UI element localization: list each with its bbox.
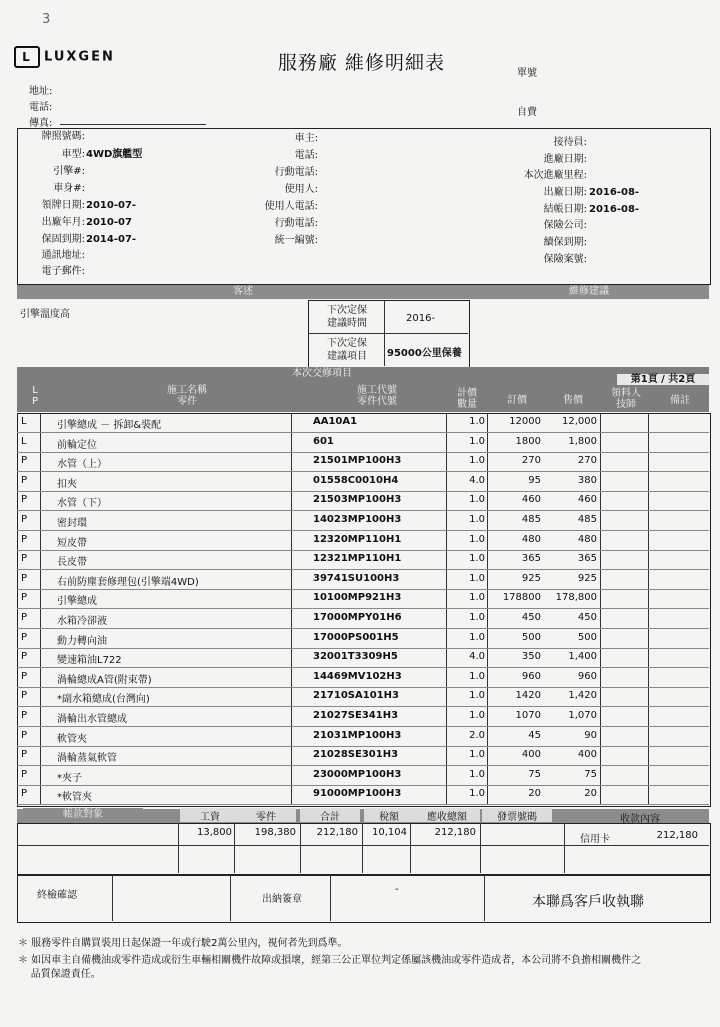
item-code: 601 [313, 435, 334, 447]
item-qty: 1.0 [469, 670, 485, 682]
doc-number-label: 單號 [517, 68, 537, 79]
complaint-band: 客述 [17, 285, 469, 299]
table-row [17, 589, 709, 609]
model-value: 4WD旗艦型 [86, 149, 143, 160]
address-label: 地址: [29, 86, 53, 97]
name-header: 施工名稱 零件 [167, 385, 207, 407]
item-code: 10100MP921H3 [313, 592, 402, 604]
parts-label: 零件 [236, 808, 296, 822]
item-sale: 460 [577, 494, 597, 506]
item-qty: 1.0 [469, 690, 485, 702]
item-name: 水管（下） [57, 498, 107, 510]
handwritten-mark: 3 [42, 12, 51, 27]
item-price: 450 [521, 612, 541, 623]
labor-value: 13,800 [197, 827, 232, 838]
qty-header: 計價 數量 [457, 388, 477, 410]
item-qty: 1.0 [469, 553, 485, 565]
item-lp: P [21, 455, 28, 467]
total-value: 212,180 [434, 827, 476, 838]
received-value: 212,180 [656, 830, 698, 841]
item-sale: 270 [577, 455, 597, 467]
email-label: 電子郵件: [41, 266, 85, 277]
settle-date-label: 結帳日期: [543, 204, 587, 215]
item-price: 350 [521, 651, 541, 663]
renewal-label: 續保到期: [543, 237, 587, 248]
model-label: 車型: [61, 149, 85, 160]
exit-date-label: 出廠日期: [543, 187, 587, 198]
item-price: 400 [521, 749, 541, 761]
item-code: 23000MP100H3 [313, 768, 402, 780]
item-sale: 500 [577, 631, 597, 643]
item-name: 前輪定位 [57, 439, 97, 451]
item-qty: 1.0 [469, 631, 485, 643]
item-sale: 485 [577, 514, 597, 525]
next-maint-time-label: 下次定保 建議時間 [327, 305, 367, 329]
engine-label: 引擎#: [53, 166, 85, 177]
table-row [17, 766, 709, 786]
item-name: 水箱冷卻液 [57, 616, 107, 627]
item-price: 1800 [515, 435, 541, 447]
item-code: 39741SU100H3 [313, 572, 400, 584]
labor-label: 工資 [180, 808, 240, 822]
item-code: 21501MP100H3 [313, 455, 402, 467]
table-row [17, 511, 709, 531]
item-qty: 1.0 [469, 514, 485, 525]
note-1: ＊ 服務零件自購買裝用日起保證一年或行駛2萬公里內，視何者先到爲準。 [18, 938, 348, 949]
user-mobile-label: 行動電話: [274, 218, 318, 229]
next-maint-item-value: 95000公里保養 [387, 348, 462, 359]
item-price: 95 [528, 474, 541, 486]
sale-header: 售價 [563, 395, 583, 406]
tax-id-label: 統一編號: [274, 235, 318, 246]
item-sale: 365 [577, 553, 597, 565]
item-sale: 925 [577, 572, 597, 584]
tax-value: 10,104 [372, 827, 407, 838]
final-check-label: 終檢確認 [37, 890, 77, 901]
item-name: 水管（上） [57, 459, 107, 471]
item-qty: 1.0 [469, 592, 485, 604]
item-qty: 1.0 [469, 749, 485, 761]
item-code: 12320MP110H1 [313, 533, 402, 545]
mfg-value: 2010-07 [86, 217, 132, 228]
item-name: 引擎總成 － 拆卸&裝配 [57, 420, 162, 431]
item-code: 21503MP100H3 [313, 494, 402, 506]
item-name: 長皮帶 [57, 557, 87, 569]
item-name: *副水箱總成(台灣向) [57, 694, 150, 706]
table-row [17, 648, 709, 668]
table-row [17, 472, 709, 492]
item-code: AA10A1 [313, 416, 358, 427]
total-label: 應收總額 [414, 808, 480, 822]
table-row [17, 570, 709, 590]
item-qty: 1.0 [469, 768, 485, 780]
item-lp: P [21, 612, 28, 623]
item-qty: 1.0 [469, 494, 485, 506]
item-qty: 1.0 [469, 533, 485, 545]
item-price: 960 [521, 670, 541, 682]
item-sale: 1,420 [568, 690, 597, 702]
lp-header: L P [31, 385, 39, 407]
table-row [17, 687, 709, 707]
body-label: 車身#: [53, 183, 85, 194]
item-name: 變速箱油L722 [57, 655, 122, 667]
copy-note: 本聯爲客戶收執聯 [532, 894, 644, 910]
item-lp: P [21, 474, 28, 486]
receptionist-label: 接待員: [553, 137, 587, 148]
cashier-dash: - [395, 884, 399, 895]
page-indicator: 第1頁 / 共2頁 [617, 374, 709, 385]
item-lp: P [21, 514, 28, 525]
item-lp: L [21, 416, 27, 427]
price-header: 訂價 [507, 395, 527, 406]
item-lp: P [21, 729, 28, 741]
table-row [17, 785, 709, 805]
note-2: ＊ 如因車主自備機油或零件造成或衍生車輛相關機件故障或損壞，經第三公正單位判定係屬該機油或零件造成者，本公司將不負擔相關機件之 [18, 955, 642, 966]
subtotal-value: 212,180 [316, 827, 358, 838]
table-row [17, 491, 709, 511]
item-code: 32001T3309H5 [313, 651, 398, 663]
invoice-label: 發票號碼 [482, 808, 552, 822]
item-code: 17000PS001H5 [313, 631, 399, 643]
plate-label: 牌照號碼: [41, 131, 85, 142]
entry-date-label: 進廠日期: [543, 154, 587, 165]
item-price: 45 [528, 729, 541, 741]
next-maint-item-label: 下次定保 建議項目 [327, 338, 367, 362]
table-row [17, 609, 709, 629]
item-sale: 1,800 [568, 435, 597, 447]
table-row [17, 746, 709, 766]
settle-date-value: 2016-08- [589, 204, 640, 215]
item-code: 14469MV102H3 [313, 670, 402, 682]
table-row [17, 433, 709, 453]
warranty-value: 2014-07- [86, 234, 137, 245]
item-code: 91000MP100H3 [313, 788, 402, 800]
item-price: 75 [528, 768, 541, 780]
pay-method: 信用卡 [580, 834, 610, 845]
item-lp: P [21, 651, 28, 663]
logo-text: LUXGEN [44, 49, 115, 65]
pay-type: 自費 [517, 107, 537, 118]
item-code: 01558C0010H4 [313, 474, 399, 486]
item-price: 365 [521, 553, 541, 565]
item-sale: 12,000 [562, 416, 597, 427]
owner-phone-label: 電話: [294, 150, 318, 161]
item-lp: P [21, 690, 28, 702]
item-name: 動力轉向油 [57, 635, 107, 647]
item-sale: 480 [577, 533, 597, 545]
item-price: 480 [521, 533, 541, 545]
item-lp: P [21, 494, 28, 506]
item-price: 1420 [515, 690, 541, 702]
item-qty: 1.0 [469, 435, 485, 447]
item-name: 引擎總成 [57, 596, 97, 608]
subtotal-label: 合計 [300, 808, 360, 822]
table-row [17, 707, 709, 727]
item-code: 21027SE341H3 [313, 710, 399, 721]
plate-underline [60, 124, 206, 125]
table-row [17, 727, 709, 747]
item-code: 21031MP100H3 [313, 729, 402, 741]
item-lp: P [21, 553, 28, 565]
item-name: 密封環 [57, 518, 87, 529]
brand-logo [14, 46, 115, 68]
note-3: 品質保證責任。 [18, 969, 101, 980]
item-qty: 4.0 [469, 651, 485, 663]
mobile-label: 行動電話: [274, 167, 318, 178]
license-date-label: 領牌日期: [41, 200, 85, 211]
item-price: 270 [521, 455, 541, 467]
owner-label: 車主: [294, 133, 318, 144]
phone-label: 電話: [29, 102, 53, 113]
insurer-label: 保險公司: [543, 220, 587, 231]
claim-label: 保險案號: [543, 254, 587, 265]
item-sale: 380 [577, 474, 597, 486]
item-lp: P [21, 749, 28, 761]
item-price: 1070 [515, 710, 541, 721]
complaint-text: 引擎溫度高 [20, 309, 70, 320]
items-band-label: 本次交修項目 [292, 368, 352, 379]
item-lp: P [21, 631, 28, 643]
advice-band: 維修建議 [469, 285, 709, 299]
item-lp: P [21, 572, 28, 584]
item-code: 12321MP110H1 [313, 553, 402, 565]
mileage-label: 本次進廠里程: [523, 170, 587, 181]
item-sale: 960 [577, 670, 597, 682]
item-qty: 1.0 [469, 572, 485, 584]
item-price: 20 [528, 788, 541, 800]
logo-mark: L [14, 46, 40, 68]
item-qty: 1.0 [469, 416, 485, 427]
item-lp: L [21, 435, 27, 447]
mfg-label: 出廠年月: [41, 217, 85, 228]
mail-address-label: 通訊地址: [41, 250, 85, 261]
item-name: 渦輪蒸氣軟管 [57, 753, 117, 765]
next-maint-time-value: 2016- [406, 313, 436, 324]
item-price: 500 [521, 631, 541, 643]
item-lp: P [21, 788, 28, 800]
item-code: 21028SE301H3 [313, 749, 399, 761]
item-sale: 90 [584, 729, 597, 741]
item-name: 短皮帶 [57, 537, 87, 549]
fax-label: 傳真: [29, 118, 53, 129]
item-price: 12000 [509, 416, 541, 427]
tax-label: 稅額 [364, 808, 414, 822]
item-name: 渦輪出水管總成 [57, 714, 127, 725]
item-sale: 75 [584, 768, 597, 780]
item-name: 右前防塵套修理包(引擎端4WD) [57, 576, 199, 588]
table-row [17, 452, 709, 472]
item-lp: P [21, 670, 28, 682]
item-code: 21710SA101H3 [313, 690, 399, 702]
item-qty: 1.0 [469, 455, 485, 467]
code-header: 施工代號 零件代號 [357, 385, 397, 407]
item-price: 178800 [502, 592, 541, 604]
item-lp: P [21, 768, 28, 780]
license-date-value: 2010-07- [86, 200, 137, 211]
item-sale: 178,800 [555, 592, 597, 604]
item-qty: 1.0 [469, 788, 485, 800]
table-row [17, 668, 709, 688]
item-sale: 400 [577, 749, 597, 761]
items-header-bar [17, 367, 709, 412]
user-label: 使用人: [284, 184, 318, 195]
item-price: 925 [521, 572, 541, 584]
table-row [17, 531, 709, 551]
item-name: 軟管夾 [57, 733, 87, 745]
user-phone-label: 使用人電話: [264, 201, 318, 212]
item-name: *軟管夾 [57, 792, 92, 804]
item-price: 460 [521, 494, 541, 506]
item-qty: 2.0 [469, 729, 485, 741]
table-row [17, 550, 709, 570]
page-title: 服務廠 維修明細表 [278, 52, 446, 74]
item-lp: P [21, 592, 28, 604]
cashier-label: 出納簽章 [262, 894, 302, 905]
receipt-label: 收款內容 [620, 814, 660, 825]
parts-value: 198,380 [254, 827, 296, 838]
warranty-label: 保固到期: [41, 234, 85, 245]
item-qty: 4.0 [469, 474, 485, 486]
exit-date-value: 2016-08- [589, 187, 640, 198]
item-sale: 1,400 [568, 651, 597, 663]
remark-header: 備註 [670, 395, 690, 406]
item-code: 17000MPY01H6 [313, 612, 402, 623]
item-sale: 450 [577, 612, 597, 623]
item-sale: 1,070 [568, 710, 597, 721]
item-lp: P [21, 533, 28, 545]
item-code: 14023MP100H3 [313, 514, 402, 525]
item-qty: 1.0 [469, 710, 485, 721]
item-name: *夾子 [57, 772, 82, 784]
billing-label: 帳款對象 [23, 808, 143, 822]
item-qty: 1.0 [469, 612, 485, 623]
item-sale: 20 [584, 788, 597, 800]
table-row [17, 413, 709, 433]
table-row [17, 629, 709, 649]
item-name: 渦輪總成A管(附束帶) [57, 674, 152, 686]
item-name: 扣夾 [57, 478, 77, 490]
item-lp: P [21, 710, 28, 721]
item-price: 485 [521, 514, 541, 525]
tech-header: 領料人 技師 [611, 388, 641, 410]
